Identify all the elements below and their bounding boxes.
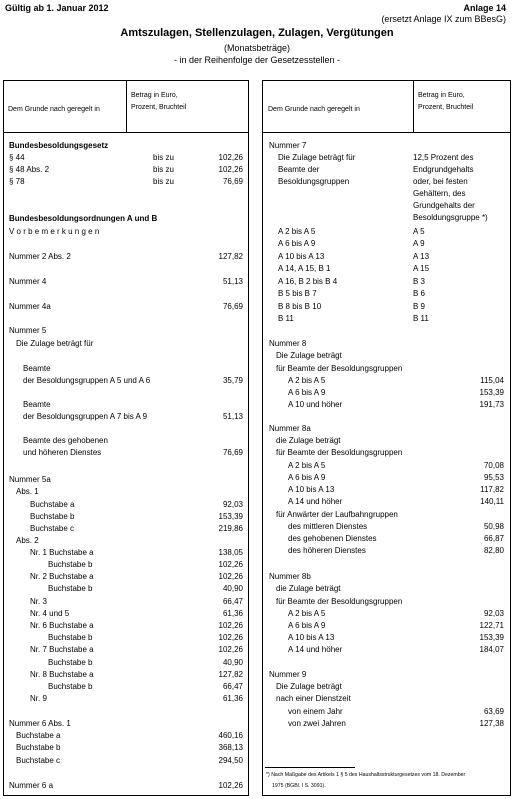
right-header-divider	[262, 132, 511, 133]
table-row-amount: 76,69	[222, 302, 243, 311]
table-row-amount: 102,26	[218, 153, 243, 162]
table-row-label: die Zulage beträgt	[276, 584, 341, 593]
table-row-amount-text: B 9	[413, 302, 426, 311]
table-row-label: A 6 bis A 9	[288, 621, 326, 630]
table-row-label: Nummer 9	[269, 670, 307, 679]
table-row-amount: 219,86	[218, 524, 243, 533]
table-row-label: A 2 bis A 5	[278, 227, 316, 236]
table-row-amount: 127,82	[218, 252, 243, 261]
table-row-label: für Beamte der Besoldungsgruppen	[276, 448, 403, 457]
table-row-label: V o r b e m e r k u n g e n	[9, 227, 100, 236]
table-row-amount: 102,26	[218, 781, 243, 790]
table-row-label: A 10 bis A 13	[278, 252, 325, 261]
table-row-amount-text: B 3	[413, 277, 426, 286]
table-row-label: Bundesbesoldungsgesetz	[9, 141, 109, 150]
table-row-label: für Anwärter der Laufbahngruppen	[276, 510, 398, 519]
table-row-amount: 102,26	[218, 633, 243, 642]
left-column-divider	[126, 80, 127, 132]
annex-number: Anlage 14	[463, 3, 506, 13]
table-row-amount: 95,53	[483, 473, 504, 482]
table-row-label: Nr. 4 und 5	[30, 609, 70, 618]
table-row-label: Besoldungsgruppen	[278, 177, 350, 186]
table-row-amount: 138,05	[218, 548, 243, 557]
table-row-label: Buchstabe a	[16, 731, 61, 740]
table-row-amount: 82,80	[483, 546, 504, 555]
table-row-amount: 140,11	[480, 497, 504, 506]
table-row-amount-text: A 13	[413, 252, 430, 261]
table-row-label: Die Zulage beträgt für	[16, 339, 94, 348]
table-row-amount-text: B 11	[413, 314, 429, 323]
table-row-amount-text: oder, bei festen	[413, 177, 468, 186]
table-row-label: A 10 bis A 13	[288, 633, 335, 642]
table-row-label: die Zulage beträgt	[276, 436, 341, 445]
table-row-label: A 6 bis A 9	[288, 473, 326, 482]
table-row-label: Nummer 8a	[269, 424, 311, 433]
table-row-label: § 78	[9, 177, 25, 186]
table-row-label: Beamte	[23, 400, 51, 409]
table-row-amount: 460,16	[218, 731, 243, 740]
table-row-label: Bundesbesoldungsordnungen A und B	[9, 214, 158, 223]
table-row-label: Nr. 3	[30, 597, 47, 606]
table-row-label: des gehobenen Dienstes	[288, 534, 377, 543]
table-row-label: Buchstabe c	[16, 756, 61, 765]
table-row-label: Beamte	[23, 364, 51, 373]
right-col-amount-header-1: Betrag in Euro,	[418, 92, 465, 99]
table-row-label: Buchstabe a	[30, 500, 75, 509]
table-row-amount: 102,26	[218, 572, 243, 581]
table-row-label: Buchstabe b	[48, 658, 93, 667]
table-row-amount-text: Gehältern, des	[413, 189, 466, 198]
table-row-amount: 127,38	[479, 719, 504, 728]
table-row-label: Beamte des gehobenen	[23, 436, 108, 445]
table-row-amount: 368,13	[218, 743, 243, 752]
table-row-label: nach einer Dienstzeit	[276, 694, 351, 703]
table-row-label: Nummer 6 a	[9, 781, 54, 790]
table-row-amount: 117,82	[480, 485, 504, 494]
table-row-amount: 92,03	[483, 609, 504, 618]
table-row-label: des mittleren Dienstes	[288, 522, 368, 531]
table-row-label: A 2 bis A 5	[288, 376, 326, 385]
table-row-amount-text: Besoldungsgruppe *)	[413, 213, 488, 222]
table-row-amount: 294,50	[218, 756, 243, 765]
table-row-label: A 10 bis A 13	[288, 485, 335, 494]
table-row-label: Nummer 8	[269, 339, 307, 348]
table-row-label: Nummer 6 Abs. 1	[9, 719, 71, 728]
right-col-amount-header-2: Prozent, Bruchteil	[418, 104, 474, 111]
table-row-amount: 66,47	[222, 597, 243, 606]
table-row-label: B 8 bis B 10	[278, 302, 322, 311]
table-row-label: der Besoldungsgruppen A 7 bis A 9	[23, 412, 148, 421]
table-row-amount-text: Grundgehalts der	[413, 201, 475, 210]
table-row-label: Nummer 5a	[9, 475, 51, 484]
footnote-rule	[265, 767, 355, 768]
table-row-amount: 102,26	[218, 560, 243, 569]
table-row-amount: 70,08	[483, 461, 504, 470]
table-row-label: Nummer 7	[269, 141, 307, 150]
table-row-amount-text: A 5	[413, 227, 425, 236]
table-row-amount: 63,69	[483, 707, 504, 716]
table-row-label: und höheren Dienstes	[23, 448, 102, 457]
table-row-amount-text: B 6	[413, 289, 426, 298]
table-row-label: Buchstabe b	[48, 682, 93, 691]
table-row-label: B 11	[278, 314, 294, 323]
table-row-amount: 35,79	[222, 376, 243, 385]
table-row-amount: 153,39	[218, 512, 243, 521]
table-row-amount: 51,13	[222, 412, 243, 421]
table-row-label: von zwei Jahren	[288, 719, 346, 728]
table-row-amount: 40,90	[222, 584, 243, 593]
table-row-label: Nummer 4a	[9, 302, 51, 311]
table-row-label: A 2 bis A 5	[288, 609, 326, 618]
table-row-amount: 50,98	[483, 522, 504, 531]
page-subtitle: (Monatsbeträge)	[223, 43, 291, 53]
table-row-label: Buchstabe b	[48, 633, 93, 642]
left-col-amount-header-2: Prozent, Bruchteil	[131, 104, 187, 111]
left-col-basis-header: Dem Grunde nach geregelt in	[8, 106, 100, 113]
table-row-amount: 102,26	[218, 621, 243, 630]
table-row-label: Beamte der	[278, 165, 320, 174]
table-row-label: Nr. 8 Buchstabe a	[30, 670, 94, 679]
table-row-qualifier: bis zu	[153, 177, 174, 186]
table-row-label: § 48 Abs. 2	[9, 165, 50, 174]
table-row-label: Buchstabe b	[48, 560, 93, 569]
table-row-amount: 92,03	[222, 500, 243, 509]
left-header-divider	[3, 132, 249, 133]
table-row-amount-text: A 15	[413, 264, 430, 273]
table-row-label: von einem Jahr	[288, 707, 343, 716]
table-row-label: B 5 bis B 7	[278, 289, 317, 298]
table-row-label: Nr. 6 Buchstabe a	[30, 621, 94, 630]
table-row-amount: 40,90	[222, 658, 243, 667]
table-row-amount-text: Endgrundgehalts	[413, 165, 474, 174]
table-row-label: Buchstabe b	[48, 584, 93, 593]
table-row-label: Buchstabe b	[16, 743, 61, 752]
table-row-label: A 10 und höher	[288, 400, 343, 409]
table-row-label: Nummer 5	[9, 326, 47, 335]
table-row-label: Die Zulage beträgt	[276, 682, 342, 691]
table-row-label: Die Zulage beträgt für	[278, 153, 356, 162]
table-row-label: Die Zulage beträgt	[276, 351, 342, 360]
table-row-label: Nr. 1 Buchstabe a	[30, 548, 94, 557]
table-row-amount: 153,39	[479, 633, 504, 642]
left-col-amount-header-1: Betrag in Euro,	[131, 92, 178, 99]
table-row-label: A 14 und höher	[288, 645, 343, 654]
table-row-label: § 44	[9, 153, 25, 162]
table-row-label: A 14 und höher	[288, 497, 343, 506]
table-row-label: Buchstabe c	[30, 524, 75, 533]
table-row-amount: 153,39	[479, 388, 504, 397]
table-row-label: Nummer 2 Abs. 2	[9, 252, 71, 261]
right-col-basis-header: Dem Grunde nach geregelt in	[268, 106, 360, 113]
table-row-label: Nr. 2 Buchstabe a	[30, 572, 94, 581]
table-row-label: Nr. 9	[30, 694, 47, 703]
table-row-label: A 14, A 15, B 1	[278, 264, 331, 273]
table-row-amount: 102,26	[218, 645, 243, 654]
table-row-amount-text: 12,5 Prozent des	[413, 153, 474, 162]
right-column-divider	[413, 80, 414, 132]
table-row-amount: 76,69	[222, 448, 243, 457]
table-row-amount: 184,07	[479, 645, 504, 654]
table-row-label: des höheren Dienstes	[288, 546, 366, 555]
table-row-qualifier: bis zu	[153, 153, 174, 162]
footnote-text-2: 1975 (BGBl. I S. 3091).	[272, 783, 326, 789]
page-subtitle-order: - in der Reihenfolge der Gesetzesstellen -	[173, 55, 341, 65]
table-row-label: A 16, B 2 bis B 4	[278, 277, 338, 286]
table-row-label: Nr. 7 Buchstabe a	[30, 645, 94, 654]
table-row-label: der Besoldungsgruppen A 5 und A 6	[23, 376, 151, 385]
table-row-label: Nummer 8b	[269, 572, 311, 581]
table-row-label: Buchstabe b	[30, 512, 75, 521]
table-row-label: Nummer 4	[9, 277, 47, 286]
valid-from: Gültig ab 1. Januar 2012	[5, 3, 109, 13]
table-row-label: A 6 bis A 9	[288, 388, 326, 397]
table-row-label: A 2 bis A 5	[288, 461, 326, 470]
table-row-label: für Beamte der Besoldungsgruppen	[276, 597, 403, 606]
table-row-qualifier: bis zu	[153, 165, 174, 174]
table-row-amount: 122,71	[479, 621, 504, 630]
table-row-amount: 51,13	[222, 277, 243, 286]
table-row-amount: 66,47	[222, 682, 243, 691]
table-row-label: A 6 bis A 9	[278, 239, 316, 248]
footnote-text-1: *) Nach Maßgabe des Artikels 1 § 5 des Haushaltsstrukturgesetzes vom 18. Dezember	[266, 772, 466, 778]
table-row-amount: 191,73	[479, 400, 504, 409]
table-row-amount-text: A 9	[413, 239, 425, 248]
page-title: Amtszulagen, Stellenzulagen, Zulagen, Vergütungen	[120, 27, 394, 39]
annex-replaces: (ersetzt Anlage IX zum BBesG)	[381, 14, 506, 24]
table-row-label: Abs. 2	[16, 536, 39, 545]
table-row-amount: 127,82	[218, 670, 243, 679]
table-row-amount: 61,36	[222, 609, 243, 618]
table-row-amount: 61,36	[222, 694, 243, 703]
table-row-amount: 102,26	[218, 165, 243, 174]
table-row-amount: 115,04	[480, 376, 504, 385]
table-row-amount: 76,69	[222, 177, 243, 186]
table-row-amount: 66,87	[483, 534, 504, 543]
table-row-label: für Beamte der Besoldungsgruppen	[276, 364, 403, 373]
table-row-label: Abs. 1	[16, 487, 39, 496]
